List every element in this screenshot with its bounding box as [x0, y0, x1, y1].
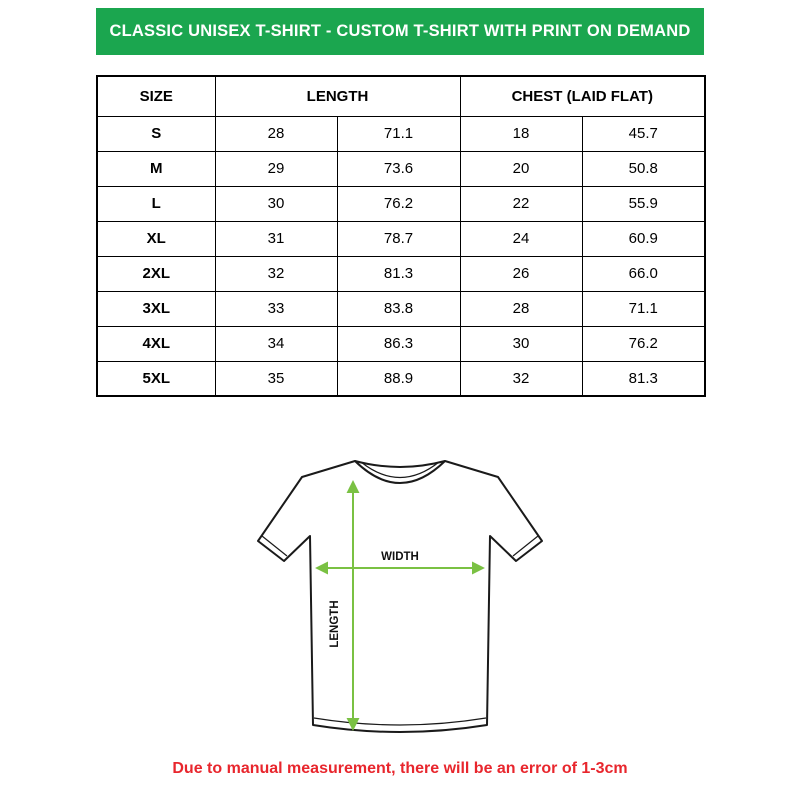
- chest-cm-cell: 50.8: [582, 151, 705, 186]
- tshirt-outline-icon: [258, 461, 542, 732]
- chest-cm-cell: 66.0: [582, 256, 705, 291]
- size-cell: S: [97, 116, 215, 151]
- size-cell: 4XL: [97, 326, 215, 361]
- page-title: CLASSIC UNISEX T-SHIRT - CUSTOM T-SHIRT WITH PRINT ON DEMAND: [109, 22, 691, 40]
- chest-inch-cell: 30: [460, 326, 582, 361]
- length-cm-cell: 78.7: [337, 221, 460, 256]
- length-inch-cell: 29: [215, 151, 337, 186]
- title-banner: [96, 8, 704, 55]
- length-cm-cell: 83.8: [337, 291, 460, 326]
- size-chart-table: [96, 75, 706, 397]
- chest-inch-cell: 20: [460, 151, 582, 186]
- size-cell: M: [97, 151, 215, 186]
- chest-cm-cell: 76.2: [582, 326, 705, 361]
- width-label: WIDTH: [381, 551, 419, 563]
- size-cell: 5XL: [97, 361, 215, 396]
- chest-inch-cell: 18: [460, 116, 582, 151]
- table-row: [97, 116, 705, 151]
- chest-inch-cell: 28: [460, 291, 582, 326]
- length-cm-cell: 73.6: [337, 151, 460, 186]
- table-row: [97, 221, 705, 256]
- length-inch-cell: 31: [215, 221, 337, 256]
- table-row: [97, 326, 705, 361]
- size-cell: 2XL: [97, 256, 215, 291]
- table-row: [97, 361, 705, 396]
- table-header-row: [97, 76, 705, 116]
- length-cm-cell: 88.9: [337, 361, 460, 396]
- length-cm-cell: 81.3: [337, 256, 460, 291]
- column-header-length: LENGTH: [215, 76, 460, 116]
- size-cell: L: [97, 186, 215, 221]
- size-cell: XL: [97, 221, 215, 256]
- chest-inch-cell: 32: [460, 361, 582, 396]
- column-header-chest: CHEST (LAID FLAT): [460, 76, 705, 116]
- chest-inch-cell: 24: [460, 221, 582, 256]
- table-row: [97, 291, 705, 326]
- tshirt-measurement-diagram: [250, 437, 550, 749]
- length-cm-cell: 71.1: [337, 116, 460, 151]
- chest-inch-cell: 22: [460, 186, 582, 221]
- chest-cm-cell: 55.9: [582, 186, 705, 221]
- chest-cm-cell: 45.7: [582, 116, 705, 151]
- length-inch-cell: 35: [215, 361, 337, 396]
- table-row: [97, 256, 705, 291]
- length-label: LENGTH: [329, 600, 341, 648]
- chest-cm-cell: 81.3: [582, 361, 705, 396]
- length-cm-cell: 76.2: [337, 186, 460, 221]
- length-inch-cell: 32: [215, 256, 337, 291]
- measurement-error-note: Due to manual measurement, there will be an error of 1-3cm: [172, 760, 628, 777]
- table-row: [97, 186, 705, 221]
- table-row: [97, 151, 705, 186]
- chest-cm-cell: 60.9: [582, 221, 705, 256]
- column-header-size: SIZE: [97, 76, 215, 116]
- length-cm-cell: 86.3: [337, 326, 460, 361]
- chest-inch-cell: 26: [460, 256, 582, 291]
- size-cell: 3XL: [97, 291, 215, 326]
- length-inch-cell: 28: [215, 116, 337, 151]
- length-inch-cell: 33: [215, 291, 337, 326]
- length-inch-cell: 30: [215, 186, 337, 221]
- chest-cm-cell: 71.1: [582, 291, 705, 326]
- length-inch-cell: 34: [215, 326, 337, 361]
